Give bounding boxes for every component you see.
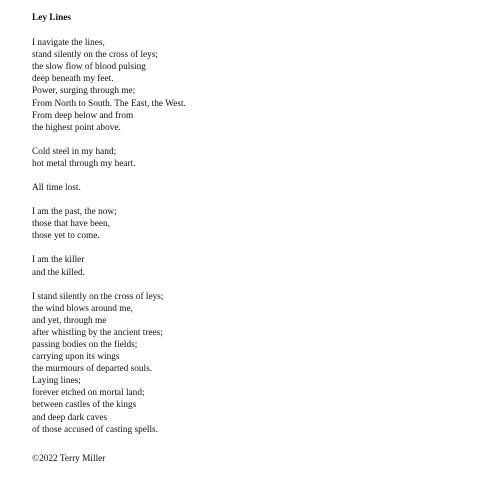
poem-line: those that have been, xyxy=(32,219,110,230)
poem-line: Cold steel in my hand; xyxy=(32,146,117,157)
poem-line: From North to South. The East, the West. xyxy=(32,98,186,109)
poem-line: the murmours of departed souls. xyxy=(32,364,153,375)
poem-line: Power, surging through me; xyxy=(32,86,136,97)
copyright-notice: ©2022 Terry Miller xyxy=(32,453,106,464)
poem-line: hot metal through my heart. xyxy=(32,158,136,169)
poem-line: and the killed. xyxy=(32,267,85,278)
poem-line: carrying upon its wings xyxy=(32,352,120,363)
poem-line: the slow flow of blood pulsing xyxy=(32,62,146,73)
poem-line: forever etched on mortal land; xyxy=(32,388,145,399)
stanza xyxy=(32,182,472,194)
poem-line: and yet, through me xyxy=(32,315,107,326)
stanza xyxy=(32,291,472,436)
poem-title: Ley Lines xyxy=(32,13,71,23)
poem-line: From deep below and from xyxy=(32,110,134,121)
stanza xyxy=(32,37,472,134)
poem-line: deep beneath my feet. xyxy=(32,74,114,85)
poem-line: All time lost. xyxy=(32,183,81,194)
stanza xyxy=(32,254,472,278)
poem-line: the highest point above. xyxy=(32,122,121,133)
poem-line: passing bodies on the fields; xyxy=(32,339,138,350)
poem-line: those yet to come. xyxy=(32,231,100,242)
poem-line: I stand silently on the cross of leys; xyxy=(32,291,164,302)
poem-line: stand silently on the cross of leys; xyxy=(32,50,159,61)
poem-line: of those accused of casting spells. xyxy=(32,424,158,435)
poem-line: I am the killer xyxy=(32,255,85,266)
poem-line: and deep dark caves xyxy=(32,412,108,423)
poem-page xyxy=(32,12,472,465)
poem-line: the wind blows around me, xyxy=(32,303,133,314)
poem-line: I navigate the lines, xyxy=(32,38,105,49)
poem-line: I am the past, the now; xyxy=(32,207,117,218)
poem-line: between castles of the kings xyxy=(32,400,137,411)
poem-line: after whistling by the ancient trees; xyxy=(32,327,163,338)
stanza xyxy=(32,206,472,242)
stanza xyxy=(32,146,472,170)
poem-line: Laying lines; xyxy=(32,376,81,387)
